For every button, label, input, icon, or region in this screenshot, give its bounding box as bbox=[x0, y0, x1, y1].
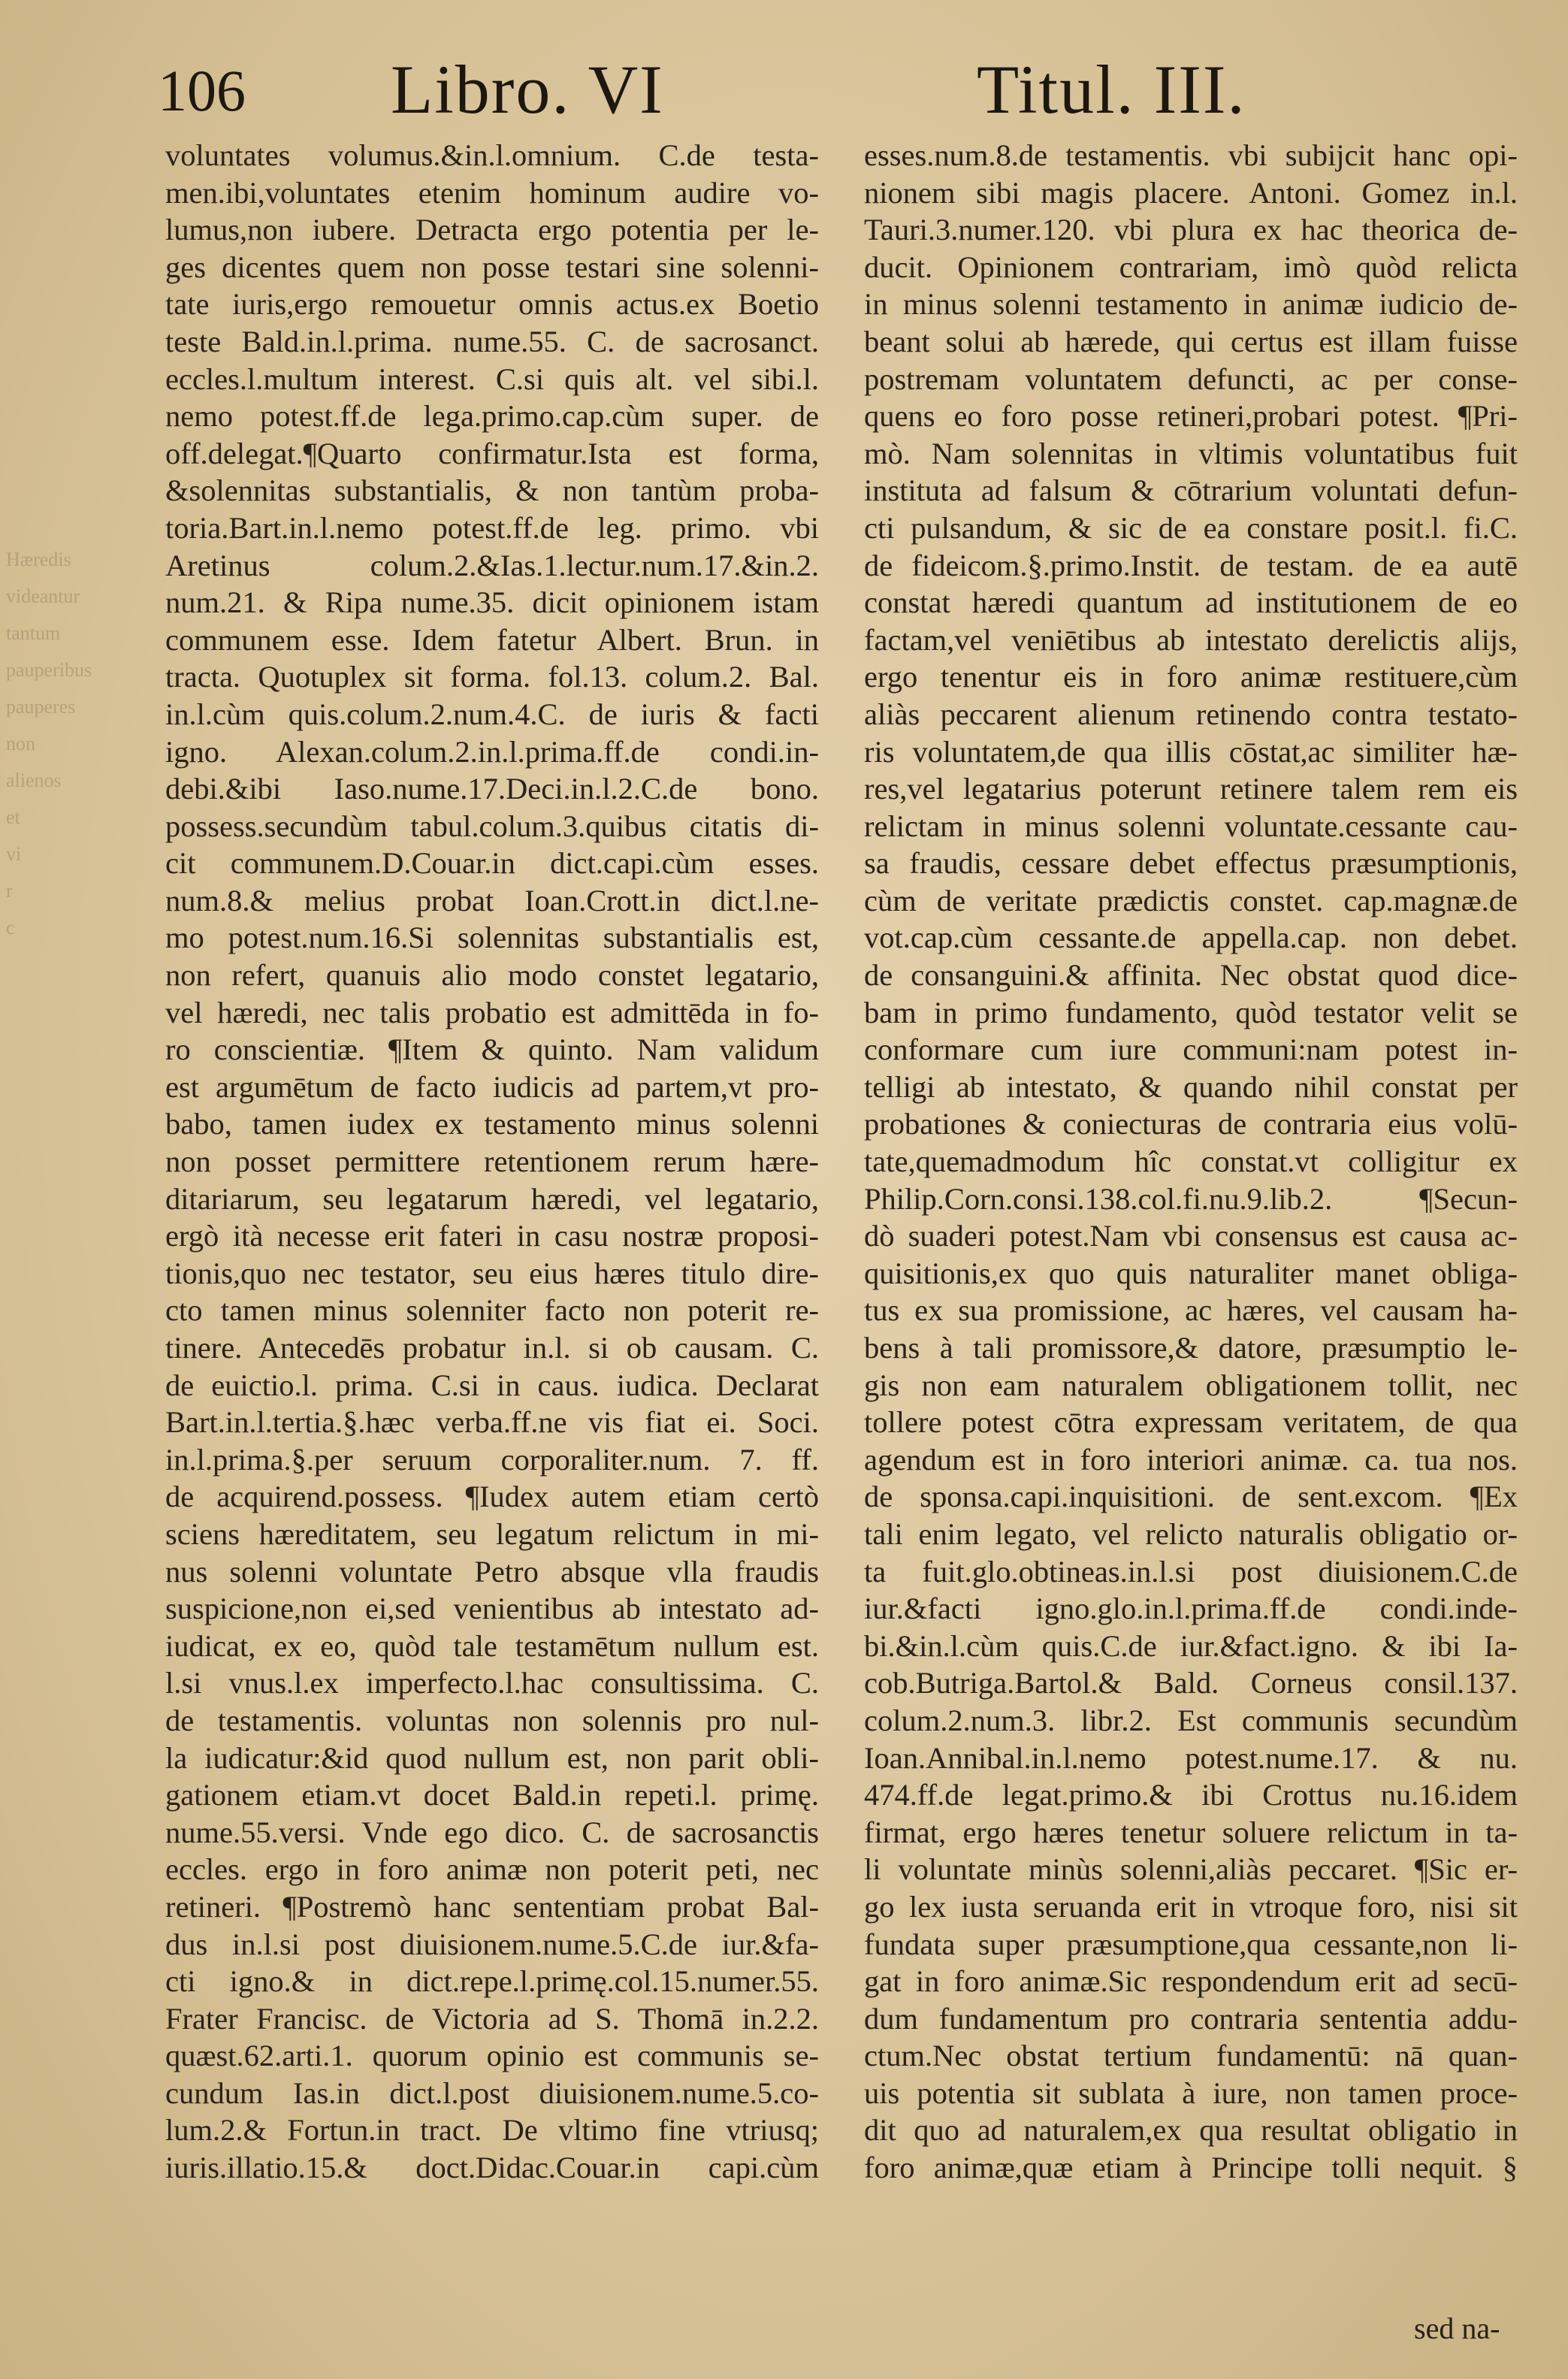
text-line: bi.&in.l.cùm quis.C.de iur.&fact.igno. & ibi Ia- bbox=[864, 1628, 1518, 1663]
bleed-line: vi bbox=[6, 843, 22, 865]
text-line: men.ibi,voluntates etenim hominum audire vo- bbox=[165, 175, 819, 210]
text-line: num.8.& melius probat Ioan.Crott.in dict.l.ne- bbox=[165, 883, 819, 917]
text-line: bens à tali promissore,& datore, præsumptio le- bbox=[864, 1331, 1518, 1365]
text-line: constat hæredi quantum ad institutionem de eo bbox=[864, 585, 1518, 620]
text-line: nus solenni voluntate Petro absque vlla fraudis bbox=[165, 1554, 819, 1589]
text-line: dum fundamentum pro contraria sententia addu- bbox=[864, 2001, 1518, 2036]
text-line: cundum Ias.in dict.l.post diuisionem.nume.5.co- bbox=[165, 2075, 819, 2110]
text-line: Frater Francisc. de Victoria ad S. Thomā in.2.2. bbox=[165, 2001, 819, 2036]
text-line: iur.&facti igno.glo.in.l.prima.ff.de condi.inde- bbox=[864, 1592, 1518, 1626]
text-line: gat in foro animæ.Sic respondendum erit ad secū- bbox=[864, 1964, 1518, 1999]
text-line: lum.2.& Fortun.in tract. De vltimo fine vtriusq; bbox=[165, 2113, 819, 2148]
text-line: communem esse. Idem fatetur Albert. Brun. in bbox=[165, 622, 819, 657]
text-line: mò. Nam solennitas in vltimis voluntatibus fuit bbox=[864, 436, 1518, 470]
text-line: retineri. ¶Postremò hanc sententiam probat Bal- bbox=[165, 1889, 819, 1924]
text-line: ditariarum, seu legatarum hæredi, vel legatario, bbox=[165, 1181, 819, 1216]
text-line: de euictio.l. prima. C.si in caus. iudica. Declarat bbox=[165, 1368, 819, 1402]
text-line: ergo tenentur eis in foro animæ restituere,cùm bbox=[864, 660, 1518, 694]
text-line: nume.55.versi. Vnde ego dico. C. de sacrosanctis bbox=[165, 1815, 819, 1849]
catchword: sed na- bbox=[1414, 2311, 1500, 2345]
text-line: ergò ità necesse erit fateri in casu nostræ proposi- bbox=[165, 1219, 819, 1253]
bleed-line: c bbox=[6, 917, 15, 939]
bleed-line: videantur bbox=[6, 585, 80, 607]
text-line: ctum.Nec obstat tertium fundamentū: nā quan- bbox=[864, 2039, 1518, 2073]
text-line: mo potest.num.16.Si solennitas substantialis est, bbox=[165, 920, 819, 955]
text-line: &solennitas substantialis, & non tantùm proba- bbox=[165, 473, 819, 508]
text-line: probationes & coniecturas de contraria eius volū- bbox=[864, 1107, 1518, 1141]
text-line: Philip.Corn.consi.138.col.fi.nu.9.lib.2. ¶Secun- bbox=[864, 1181, 1518, 1216]
text-line: de consanguini.& affinita. Nec obstat quod dice- bbox=[864, 958, 1518, 993]
text-line: eccles. ergo in foro animæ non poterit peti, nec bbox=[165, 1852, 819, 1887]
text-line: teste Bald.in.l.prima. nume.55. C. de sacrosanct. bbox=[165, 324, 819, 358]
left-text-column bbox=[165, 137, 819, 2187]
text-line: quisitionis,ex quo quis naturaliter manet obliga- bbox=[864, 1256, 1518, 1290]
bleed-line: r bbox=[6, 880, 13, 902]
text-line: tate iuris,ergo remouetur omnis actus.ex Boetio bbox=[165, 287, 819, 322]
text-line: in.l.cùm quis.colum.2.num.4.C. de iuris & facti bbox=[165, 697, 819, 731]
text-line: vot.cap.cùm cessante.de appella.cap. non debet. bbox=[864, 920, 1518, 955]
text-line: sa fraudis, cessare debet effectus præsumptionis, bbox=[864, 846, 1518, 881]
text-line: tionis,quo nec testator, seu eius hæres titulo dire- bbox=[165, 1256, 819, 1290]
text-line: num.21. & Ripa nume.35. dicit opinionem istam bbox=[165, 585, 819, 620]
text-line: Tauri.3.numer.120. vbi plura ex hac theorica de- bbox=[864, 213, 1518, 247]
text-line: relictam in minus solenni voluntate.cessante cau- bbox=[864, 809, 1518, 843]
text-line: cti igno.& in dict.repe.l.primę.col.15.numer.55. bbox=[165, 1964, 819, 1999]
text-line: gationem etiam.vt docet Bald.in repeti.l. primę. bbox=[165, 1778, 819, 1812]
text-line: la iudicatur:&id quod nullum est, non parit obli- bbox=[165, 1740, 819, 1775]
text-line: go lex iusta seruanda erit in vtroque foro, nisi sit bbox=[864, 1889, 1518, 1924]
folio-number: 106 bbox=[158, 58, 246, 123]
text-line: firmat, ergo hæres tenetur soluere relictum in ta- bbox=[864, 1815, 1518, 1849]
text-line: in.l.prima.§.per seruum corporaliter.num. 7. ff. bbox=[165, 1442, 819, 1477]
text-line: Aretinus colum.2.&Ias.1.lectur.num.17.&in.2. bbox=[165, 548, 819, 582]
bleed-line: et bbox=[6, 806, 20, 828]
text-line: babo, tamen iudex ex testamento minus solenni bbox=[165, 1107, 819, 1141]
text-line: esses.num.8.de testamentis. vbi subijcit hanc opi- bbox=[864, 138, 1518, 172]
bleed-through-margin bbox=[6, 541, 92, 1217]
text-line: 474.ff.de legat.primo.& ibi Crottus nu.16.idem bbox=[864, 1778, 1518, 1812]
text-line: postremam voluntatem defuncti, ac per conse- bbox=[864, 361, 1518, 396]
text-line: non posset permittere retentionem rerum hære- bbox=[165, 1144, 819, 1179]
text-line: de fideicom.§.primo.Instit. de testam. de ea autē bbox=[864, 548, 1518, 582]
text-line: cùm de veritate prædictis constet. cap.magnæ.de bbox=[864, 883, 1518, 917]
text-line: in minus solenni testamento in animæ iudicio de- bbox=[864, 287, 1518, 322]
text-line: gis non eam naturalem obligationem tollit, nec bbox=[864, 1368, 1518, 1402]
text-line: nionem sibi magis placere. Antoni. Gomez in.l. bbox=[864, 175, 1518, 210]
text-line: beant solui ab hærede, qui certus est illam fuisse bbox=[864, 324, 1518, 358]
bleed-line: pauperibus bbox=[6, 659, 92, 681]
text-line: res,vel legatarius poterunt retinere talem rem eis bbox=[864, 772, 1518, 806]
text-line: bam in primo fundamento, quòd testator velit se bbox=[864, 995, 1518, 1029]
title-heading: Titul. III. bbox=[977, 51, 1246, 128]
text-line: ges dicentes quem non posse testari sine solenni- bbox=[165, 249, 819, 284]
text-line: iudicat, ex eo, quòd tale testamētum nullum est. bbox=[165, 1628, 819, 1663]
text-line: tate,quemadmodum hîc constat.vt colligitur ex bbox=[864, 1144, 1518, 1179]
right-text-column bbox=[864, 137, 1518, 2187]
text-line: telligi ab intestato, & quando nihil constat per bbox=[864, 1069, 1518, 1104]
bleed-line: pauperes bbox=[6, 696, 76, 718]
text-line: conformare cum iure communi:nam potest in- bbox=[864, 1032, 1518, 1067]
text-line: instituta ad falsum & cōtrarium voluntati defun- bbox=[864, 473, 1518, 508]
text-line: tollere potest cōtra expressam veritatem, de qua bbox=[864, 1405, 1518, 1440]
bleed-line: Hæredis bbox=[6, 549, 71, 570]
text-line: quæst.62.arti.1. quorum opinio est communis se- bbox=[165, 2039, 819, 2073]
text-line: dò suaderi potest.Nam vbi consensus est causa ac- bbox=[864, 1219, 1518, 1253]
text-line: nemo potest.ff.de lega.primo.cap.cùm super. de bbox=[165, 399, 819, 434]
bleed-line: tantum bbox=[6, 622, 61, 644]
text-line: ro conscientiæ. ¶Item & quinto. Nam validum bbox=[165, 1032, 819, 1067]
text-line: agendum est in foro interiori animæ. ca. tua nos. bbox=[864, 1442, 1518, 1477]
text-line: toria.Bart.in.l.nemo potest.ff.de leg. primo. vbi bbox=[165, 510, 819, 545]
text-line: fundata super præsumptione,qua cessante,non li- bbox=[864, 1927, 1518, 1961]
text-line: cti pulsandum, & sic de ea constare posit.l. fi.C. bbox=[864, 510, 1518, 545]
text-line: tinere. Antecedēs probatur in.l. si ob causam. C. bbox=[165, 1331, 819, 1365]
text-line: voluntates volumus.&in.l.omnium. C.de testa- bbox=[165, 138, 819, 172]
text-line: Bart.in.l.tertia.§.hæc verba.ff.ne vis fiat ei. Soci. bbox=[165, 1405, 819, 1440]
text-line: cob.Butriga.Bartol.& Bald. Corneus consil.137. bbox=[864, 1666, 1518, 1700]
bleed-line: non bbox=[6, 733, 35, 754]
text-line: sciens hæreditatem, seu legatum relictum in mi- bbox=[165, 1516, 819, 1551]
text-line: cit communem.D.Couar.in dict.capi.cùm esses. bbox=[165, 846, 819, 881]
text-line: aliàs peccarent alienum retinendo contra testato- bbox=[864, 697, 1518, 731]
text-line: non refert, quanuis alio modo constet legatario, bbox=[165, 958, 819, 993]
text-line: foro animæ,quæ etiam à Principe tolli nequit. § bbox=[864, 2151, 1518, 2185]
text-line: uis potentia sit sublata à iure, non tamen proce- bbox=[864, 2075, 1518, 2110]
text-line: l.si vnus.l.ex imperfecto.l.hac consultissima. C. bbox=[165, 1666, 819, 1700]
text-line: cto tamen minus solenniter facto non poterit re- bbox=[165, 1293, 819, 1328]
text-line: off.delegat.¶Quarto confirmatur.Ista est forma, bbox=[165, 436, 819, 470]
text-line: igno. Alexan.colum.2.in.l.prima.ff.de condi.in- bbox=[165, 734, 819, 769]
text-line: tali enim legato, vel relicto naturalis obligatio or- bbox=[864, 1516, 1518, 1551]
text-line: debi.&ibi Iaso.nume.17.Deci.in.l.2.C.de bono. bbox=[165, 772, 819, 806]
text-line: de acquirend.possess. ¶Iudex autem etiam certò bbox=[165, 1480, 819, 1514]
text-line: dit quo ad naturalem,ex qua resultat obligatio in bbox=[864, 2113, 1518, 2148]
text-line: ta fuit.glo.obtineas.in.l.si post diuisionem.C.de bbox=[864, 1554, 1518, 1589]
running-header bbox=[158, 30, 1315, 128]
text-line: est argumētum de facto iudicis ad partem,vt pro- bbox=[165, 1069, 819, 1104]
text-line: ris voluntatem,de qua illis cōstat,ac similiter hæ- bbox=[864, 734, 1518, 769]
bleed-line: alienos bbox=[6, 769, 62, 791]
text-line: colum.2.num.3. libr.2. Est communis secundùm bbox=[864, 1703, 1518, 1737]
text-line: dus in.l.si post diuisionem.nume.5.C.de iur.&fa- bbox=[165, 1927, 819, 1961]
text-line: eccles.l.multum interest. C.si quis alt. vel sibi.l. bbox=[165, 361, 819, 396]
text-line: Ioan.Annibal.in.l.nemo potest.nume.17. & nu. bbox=[864, 1740, 1518, 1775]
text-line: suspicione,non ei,sed venientibus ab intestato ad- bbox=[165, 1592, 819, 1626]
text-line: vel hæredi, nec talis probatio est admittēda in fo- bbox=[165, 995, 819, 1029]
text-line: tracta. Quotuplex sit forma. fol.13. colum.2. Bal. bbox=[165, 660, 819, 694]
text-line: quens eo foro posse retineri,probari potest. ¶Pri- bbox=[864, 399, 1518, 434]
book-title: Libro. VI bbox=[391, 51, 664, 128]
text-line: de sponsa.capi.inquisitioni. de sent.excom. ¶Ex bbox=[864, 1480, 1518, 1514]
text-line: li voluntate minùs solenni,aliàs peccaret. ¶Sic er- bbox=[864, 1852, 1518, 1887]
text-line: de testamentis. voluntas non solennis pro nul- bbox=[165, 1703, 819, 1737]
text-line: tus ex sua promissione, ac hæres, vel causam ha- bbox=[864, 1293, 1518, 1328]
text-line: ducit. Opinionem contrariam, imò quòd relicta bbox=[864, 249, 1518, 284]
text-line: factam,vel veniētibus ab intestato derelictis alijs, bbox=[864, 622, 1518, 657]
text-line: lumus,non iubere. Detracta ergo potentia per le- bbox=[165, 213, 819, 247]
text-line: iuris.illatio.15.& doct.Didac.Couar.in capi.cùm bbox=[165, 2151, 819, 2185]
text-line: possess.secundùm tabul.colum.3.quibus citatis di- bbox=[165, 809, 819, 843]
